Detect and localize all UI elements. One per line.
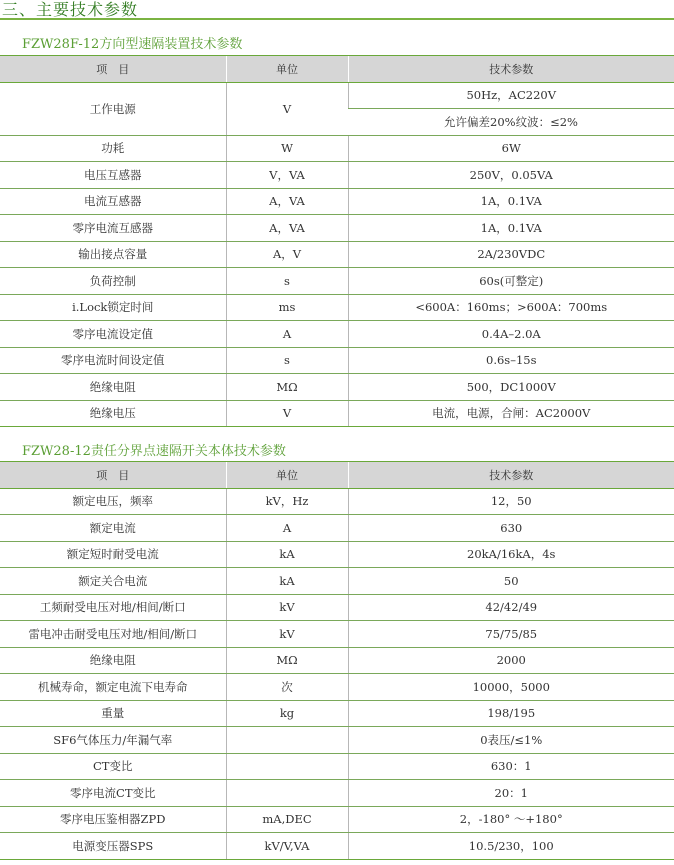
param-cell: 10000，5000 (348, 674, 674, 701)
table-row (0, 215, 674, 242)
table-row (0, 647, 674, 674)
param-cell: 630 (348, 515, 674, 542)
table-row (0, 268, 674, 295)
table1-title: FZW28F-12方向型速隔装置技术参数 (22, 37, 243, 52)
item-cell: 绝缘电阻 (0, 374, 226, 401)
unit-cell: s (226, 268, 348, 295)
param-cell: 10.5/230，100 (348, 833, 674, 860)
unit-cell (226, 780, 348, 807)
unit-cell: V (226, 400, 348, 427)
table1-header-row (0, 56, 674, 83)
table-row (0, 241, 674, 268)
param-cell: 0.6s–15s (348, 347, 674, 374)
unit-cell: mA,DEC (226, 806, 348, 833)
item-cell: 零序电流时间设定值 (0, 347, 226, 374)
param-cell: 20kA/16kA，4s (348, 541, 674, 568)
param-cell: 0表压/≤1% (348, 727, 674, 754)
param-cell: 50 (348, 568, 674, 595)
param-cell: 20：1 (348, 780, 674, 807)
unit-cell: V (226, 82, 348, 135)
param-cell: 12，50 (348, 488, 674, 515)
table1-direction-device-params (0, 55, 674, 427)
item-cell: 工作电源 (0, 82, 226, 135)
table-row (0, 833, 674, 860)
table2-title: FZW28-12责任分界点速隔开关本体技术参数 (22, 444, 286, 459)
column-header-unit: 单位 (226, 462, 348, 489)
unit-cell: kg (226, 700, 348, 727)
table-row (0, 568, 674, 595)
unit-cell: s (226, 347, 348, 374)
unit-cell: V，VA (226, 162, 348, 189)
table-row (0, 780, 674, 807)
item-cell: 额定短时耐受电流 (0, 541, 226, 568)
param-cell: 6W (348, 135, 674, 162)
unit-cell (226, 727, 348, 754)
column-header-item: 项 目 (0, 56, 226, 83)
param-cell: 2000 (348, 647, 674, 674)
param-cell: 1A，0.1VA (348, 215, 674, 242)
param-cell: 75/75/85 (348, 621, 674, 648)
table-row (0, 135, 674, 162)
unit-cell: kV (226, 594, 348, 621)
table-row (0, 674, 674, 701)
unit-cell (226, 753, 348, 780)
section-header (0, 0, 674, 20)
column-header-param: 技术参数 (348, 56, 674, 83)
item-cell: 电源变压器SPS (0, 833, 226, 860)
table-row (0, 594, 674, 621)
unit-cell: MΩ (226, 374, 348, 401)
table-row (0, 374, 674, 401)
item-cell: CT变比 (0, 753, 226, 780)
item-cell: i.Lock锁定时间 (0, 294, 226, 321)
item-cell: 零序电流设定值 (0, 321, 226, 348)
unit-cell: 次 (226, 674, 348, 701)
table-row (0, 753, 674, 780)
item-cell: 重量 (0, 700, 226, 727)
item-cell: 额定电流 (0, 515, 226, 542)
unit-cell: kA (226, 568, 348, 595)
param-cell: 电流，电源，合闸：AC2000V (348, 400, 674, 427)
item-cell: 负荷控制 (0, 268, 226, 295)
item-cell: 电压互感器 (0, 162, 226, 189)
param-cell: 2A/230VDC (348, 241, 674, 268)
param-cell: 0.4A–2.0A (348, 321, 674, 348)
table-row (0, 806, 674, 833)
table-row (0, 188, 674, 215)
section-title: 三、主要技术参数 (2, 0, 139, 19)
item-cell: 雷电冲击耐受电压对地/相间/断口 (0, 621, 226, 648)
unit-cell: kV/V,VA (226, 833, 348, 860)
column-header-param: 技术参数 (348, 462, 674, 489)
item-cell: 绝缘电压 (0, 400, 226, 427)
param-cell: 2，-180° ～+180° (348, 806, 674, 833)
table-row (0, 541, 674, 568)
unit-cell: A (226, 321, 348, 348)
table-row (0, 321, 674, 348)
table-row (0, 488, 674, 515)
param-cell: 250V，0.05VA (348, 162, 674, 189)
table2-switch-body-params (0, 461, 674, 860)
table-row (0, 700, 674, 727)
unit-cell: A (226, 515, 348, 542)
column-header-item: 项 目 (0, 462, 226, 489)
table-row (0, 82, 674, 109)
table-row (0, 727, 674, 754)
item-cell: 电流互感器 (0, 188, 226, 215)
table-row (0, 621, 674, 648)
table-row (0, 347, 674, 374)
param-cell: 50Hz，AC220V (348, 82, 674, 109)
item-cell: 零序电流互感器 (0, 215, 226, 242)
unit-cell: A，V (226, 241, 348, 268)
unit-cell: kA (226, 541, 348, 568)
param-cell: <600A：160ms；>600A：700ms (348, 294, 674, 321)
table-row (0, 400, 674, 427)
item-cell: 零序电压鉴相器ZPD (0, 806, 226, 833)
item-cell: 输出接点容量 (0, 241, 226, 268)
param-cell: 500，DC1000V (348, 374, 674, 401)
param-cell: 60s(可整定) (348, 268, 674, 295)
item-cell: 绝缘电阻 (0, 647, 226, 674)
table2-header-row (0, 462, 674, 489)
table-row (0, 515, 674, 542)
item-cell: SF6气体压力/年漏气率 (0, 727, 226, 754)
table-row (0, 162, 674, 189)
unit-cell: A，VA (226, 215, 348, 242)
param-cell: 42/42/49 (348, 594, 674, 621)
param-cell: 198/195 (348, 700, 674, 727)
unit-cell: kV (226, 621, 348, 648)
param-cell: 630：1 (348, 753, 674, 780)
unit-cell: ms (226, 294, 348, 321)
param-cell: 1A，0.1VA (348, 188, 674, 215)
item-cell: 零序电流CT变比 (0, 780, 226, 807)
column-header-unit: 单位 (226, 56, 348, 83)
unit-cell: W (226, 135, 348, 162)
unit-cell: MΩ (226, 647, 348, 674)
item-cell: 机械寿命，额定电流下电寿命 (0, 674, 226, 701)
item-cell: 功耗 (0, 135, 226, 162)
unit-cell: kV，Hz (226, 488, 348, 515)
item-cell: 额定电压，频率 (0, 488, 226, 515)
item-cell: 工频耐受电压对地/相间/断口 (0, 594, 226, 621)
unit-cell: A，VA (226, 188, 348, 215)
item-cell: 额定关合电流 (0, 568, 226, 595)
param-cell: 允许偏差20%纹波：≤2% (348, 109, 674, 136)
table-row (0, 294, 674, 321)
